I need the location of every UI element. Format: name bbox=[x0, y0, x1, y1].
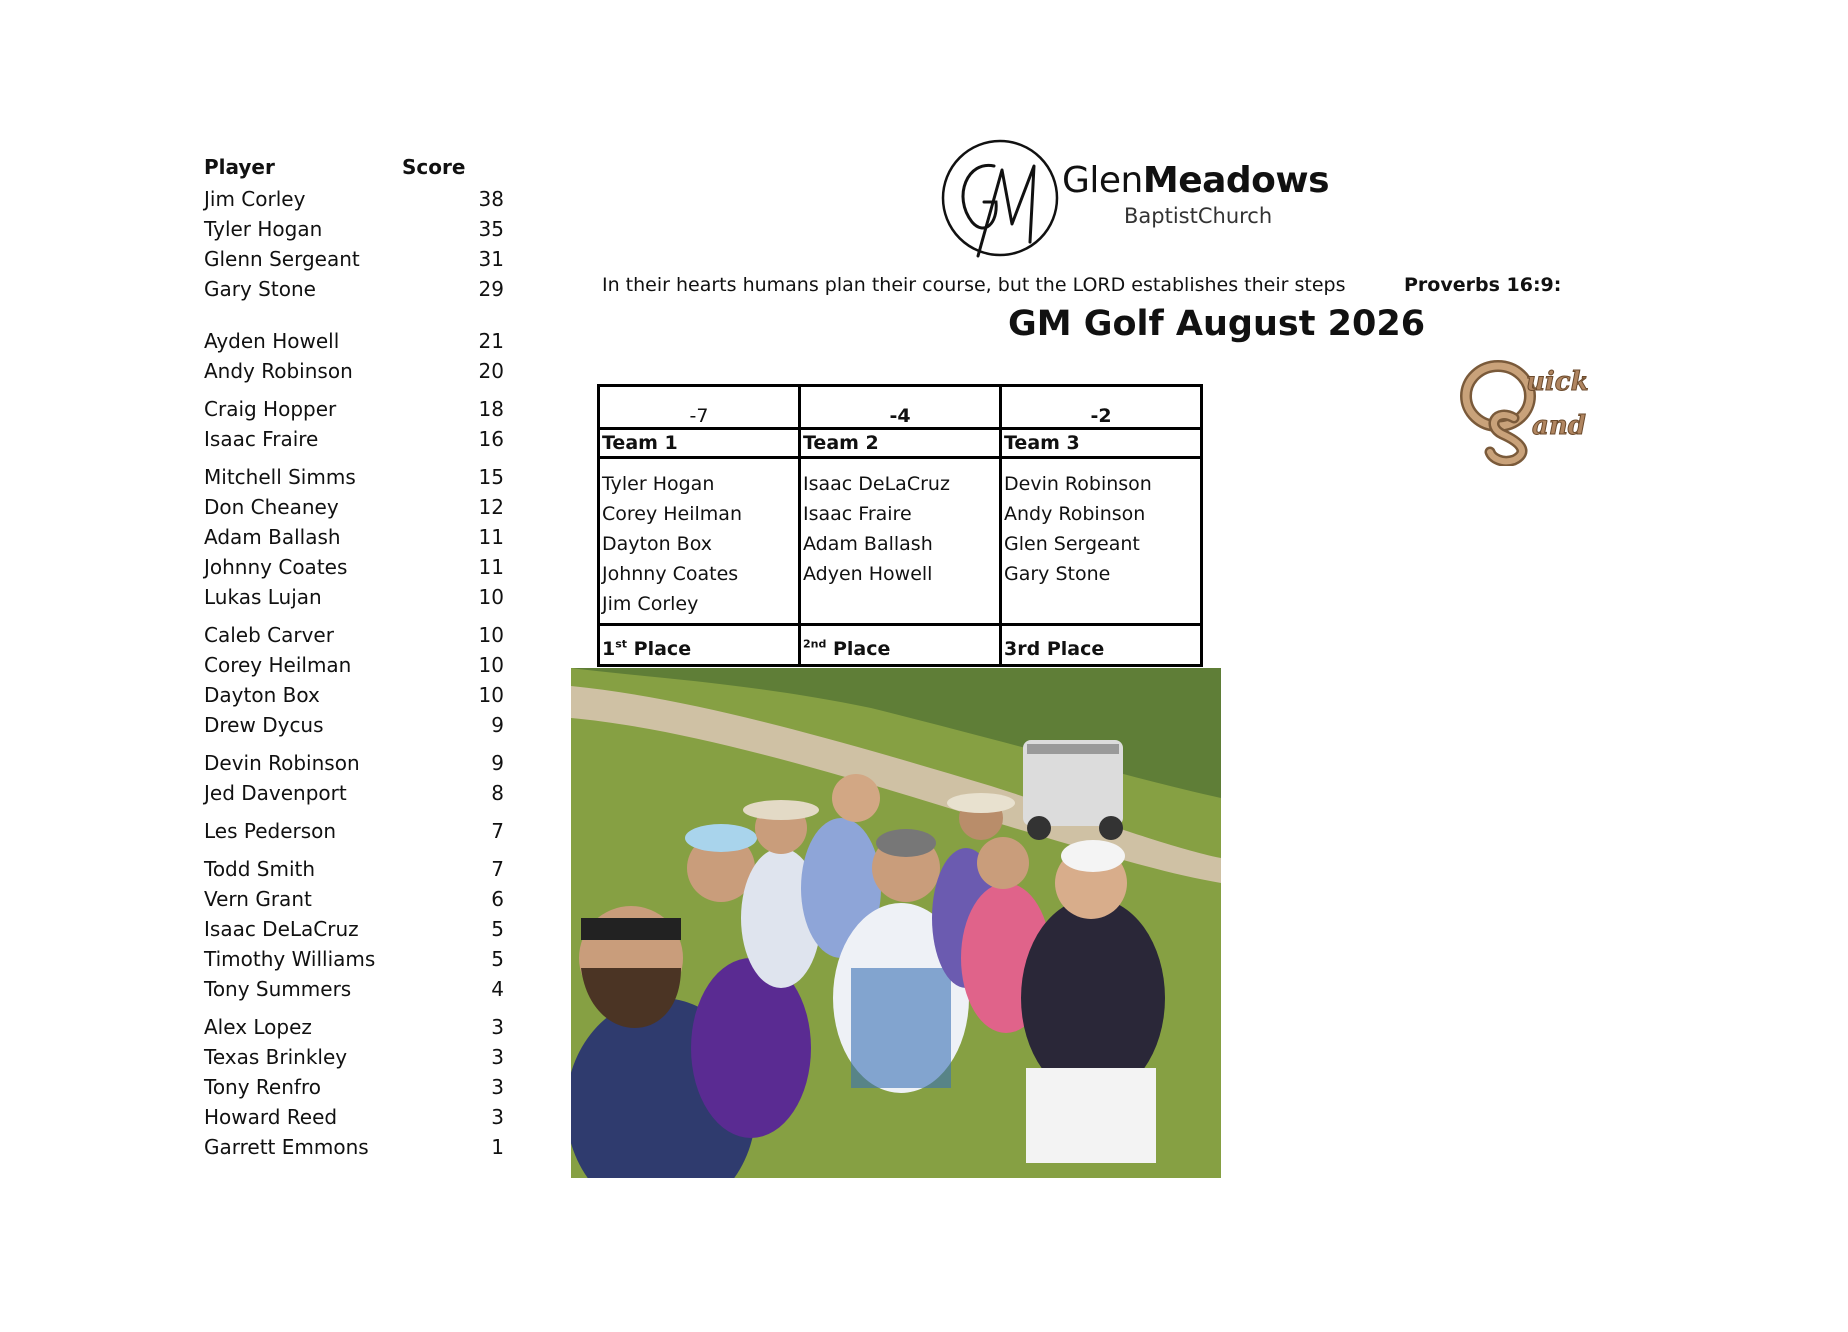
place-suffix: 2nd bbox=[803, 637, 827, 651]
player-name: Garrett Emmons bbox=[204, 1135, 369, 1159]
group-spacer bbox=[204, 808, 504, 816]
score-row bbox=[204, 184, 504, 214]
church-subtitle: BaptistChurch bbox=[1124, 204, 1273, 228]
player-name: Andy Robinson bbox=[204, 359, 353, 383]
score-row bbox=[204, 424, 504, 454]
player-name: Tony Renfro bbox=[204, 1075, 321, 1099]
church-name-glen: Glen bbox=[1062, 160, 1143, 201]
quick-sand-logo bbox=[1456, 356, 1596, 466]
team-1-name: Team 1 bbox=[599, 429, 800, 458]
player-score: 11 bbox=[478, 555, 504, 579]
score-row bbox=[204, 748, 504, 778]
place-word: Place bbox=[1046, 638, 1105, 660]
bible-verse: In their hearts humans plan their course, but the LORD establishes their steps bbox=[602, 274, 1346, 296]
group-spacer bbox=[204, 846, 504, 854]
event-title: GM Golf August 2026 bbox=[1008, 304, 1426, 344]
team-member: Devin Robinson bbox=[1004, 473, 1152, 495]
team-1-score: -7 bbox=[599, 386, 800, 429]
player-name: Todd Smith bbox=[204, 857, 316, 881]
score-row bbox=[204, 650, 504, 680]
player-name: Isaac DeLaCruz bbox=[204, 917, 359, 941]
player-score: 15 bbox=[478, 465, 504, 489]
player-name: Glenn Sergeant bbox=[204, 247, 360, 271]
team-member: Isaac Fraire bbox=[803, 503, 912, 525]
place-number: 3rd bbox=[1004, 638, 1041, 660]
player-score: 5 bbox=[491, 917, 504, 941]
team-member: Jim Corley bbox=[602, 593, 699, 615]
score-row bbox=[204, 1042, 504, 1072]
player-score: 5 bbox=[491, 947, 504, 971]
quick-sand-word-1: uick bbox=[1526, 367, 1589, 397]
player-name: Texas Brinkley bbox=[204, 1045, 348, 1069]
score-row bbox=[204, 1132, 504, 1162]
player-name: Timothy Williams bbox=[204, 947, 376, 971]
player-name: Lukas Lujan bbox=[204, 585, 322, 609]
player-name: Corey Heilman bbox=[204, 653, 352, 677]
score-row bbox=[204, 274, 504, 304]
player-score: 3 bbox=[491, 1105, 504, 1129]
player-name: Les Pederson bbox=[204, 819, 337, 843]
team-places-row bbox=[599, 625, 1202, 666]
score-row bbox=[204, 492, 504, 522]
player-name: Craig Hopper bbox=[204, 397, 337, 421]
church-name bbox=[1062, 160, 1329, 201]
place-suffix: st bbox=[615, 637, 628, 651]
player-name: Drew Dycus bbox=[204, 713, 324, 737]
player-name: Vern Grant bbox=[204, 887, 312, 911]
player-score: 7 bbox=[491, 857, 504, 881]
score-row bbox=[204, 462, 504, 492]
place-number: 1 bbox=[602, 638, 616, 660]
player-name: Jim Corley bbox=[204, 187, 306, 211]
team-2-members bbox=[800, 458, 1001, 625]
player-score: 16 bbox=[478, 427, 504, 451]
player-score: 6 bbox=[491, 887, 504, 911]
group-spacer bbox=[204, 612, 504, 620]
group-spacer bbox=[204, 304, 504, 326]
team-member: Johnny Coates bbox=[602, 563, 739, 585]
team-1-members bbox=[599, 458, 800, 625]
score-row bbox=[204, 854, 504, 884]
player-name: Adam Ballash bbox=[204, 525, 341, 549]
group-spacer bbox=[204, 386, 504, 394]
score-row bbox=[204, 914, 504, 944]
team-3-place bbox=[1001, 625, 1202, 666]
team-member: Dayton Box bbox=[602, 533, 712, 555]
team-scores-row bbox=[599, 386, 1202, 429]
score-row bbox=[204, 1012, 504, 1042]
score-row bbox=[204, 816, 504, 846]
player-score: 9 bbox=[491, 713, 504, 737]
score-column-header: Score bbox=[402, 155, 466, 179]
player-score: 11 bbox=[478, 525, 504, 549]
team-3-name: Team 3 bbox=[1001, 429, 1202, 458]
score-rows bbox=[204, 184, 504, 1162]
score-row bbox=[204, 974, 504, 1004]
gm-monogram-icon bbox=[938, 136, 1062, 260]
score-row bbox=[204, 552, 504, 582]
player-score: 20 bbox=[478, 359, 504, 383]
player-score-list bbox=[204, 152, 504, 1162]
player-name: Tyler Hogan bbox=[204, 217, 323, 241]
player-score: 10 bbox=[478, 623, 504, 647]
score-row bbox=[204, 582, 504, 612]
team-2-name: Team 2 bbox=[800, 429, 1001, 458]
team-names-row bbox=[599, 429, 1202, 458]
player-score: 21 bbox=[478, 329, 504, 353]
player-score: 31 bbox=[478, 247, 504, 271]
player-name: Devin Robinson bbox=[204, 751, 360, 775]
player-name: Johnny Coates bbox=[204, 555, 348, 579]
player-score: 10 bbox=[478, 683, 504, 707]
player-name: Caleb Carver bbox=[204, 623, 334, 647]
player-score: 1 bbox=[491, 1135, 504, 1159]
player-score: 10 bbox=[478, 585, 504, 609]
player-score: 7 bbox=[491, 819, 504, 843]
player-score: 3 bbox=[491, 1075, 504, 1099]
player-score: 10 bbox=[478, 653, 504, 677]
score-row bbox=[204, 1072, 504, 1102]
church-logo bbox=[938, 136, 1328, 261]
player-score: 8 bbox=[491, 781, 504, 805]
quick-sand-logo-icon bbox=[1456, 356, 1596, 466]
player-score: 35 bbox=[478, 217, 504, 241]
score-row bbox=[204, 214, 504, 244]
player-name: Alex Lopez bbox=[204, 1015, 312, 1039]
verse-reference: Proverbs 16:9: bbox=[1404, 274, 1562, 296]
team-2-score: -4 bbox=[800, 386, 1001, 429]
player-name: Isaac Fraire bbox=[204, 427, 319, 451]
team-member: Adyen Howell bbox=[803, 563, 933, 585]
score-row bbox=[204, 778, 504, 808]
player-score: 29 bbox=[478, 277, 504, 301]
team-members-row bbox=[599, 458, 1202, 625]
player-name: Don Cheaney bbox=[204, 495, 339, 519]
group-spacer bbox=[204, 1004, 504, 1012]
church-name-meadows: Meadows bbox=[1142, 160, 1330, 201]
player-name: Howard Reed bbox=[204, 1105, 338, 1129]
player-name: Mitchell Simms bbox=[204, 465, 356, 489]
team-member: Corey Heilman bbox=[602, 503, 742, 525]
team-member: Isaac DeLaCruz bbox=[803, 473, 950, 495]
team-3-score: -2 bbox=[1001, 386, 1202, 429]
score-row bbox=[204, 244, 504, 274]
score-row bbox=[204, 326, 504, 356]
golf-group-photo bbox=[571, 668, 1221, 1178]
player-score: 9 bbox=[491, 751, 504, 775]
quick-sand-word-2: and bbox=[1532, 411, 1586, 441]
player-column-header: Player bbox=[204, 155, 275, 179]
group-spacer bbox=[204, 740, 504, 748]
score-list-header bbox=[204, 152, 504, 184]
team-member: Glen Sergeant bbox=[1004, 533, 1140, 555]
team-member: Adam Ballash bbox=[803, 533, 933, 555]
team-member: Andy Robinson bbox=[1004, 503, 1146, 525]
score-row bbox=[204, 1102, 504, 1132]
score-row bbox=[204, 394, 504, 424]
score-row bbox=[204, 522, 504, 552]
score-row bbox=[204, 944, 504, 974]
player-score: 3 bbox=[491, 1015, 504, 1039]
place-word: Place bbox=[832, 638, 891, 660]
player-score: 3 bbox=[491, 1045, 504, 1069]
score-row bbox=[204, 710, 504, 740]
player-score: 12 bbox=[478, 495, 504, 519]
teams-table bbox=[597, 384, 1203, 667]
score-row bbox=[204, 620, 504, 650]
team-member: Tyler Hogan bbox=[602, 473, 715, 495]
team-1-place bbox=[599, 625, 800, 666]
player-name: Tony Summers bbox=[204, 977, 352, 1001]
player-name: Ayden Howell bbox=[204, 329, 340, 353]
player-name: Gary Stone bbox=[204, 277, 316, 301]
group-spacer bbox=[204, 454, 504, 462]
player-score: 38 bbox=[478, 187, 504, 211]
team-2-place bbox=[800, 625, 1001, 666]
player-score: 4 bbox=[491, 977, 504, 1001]
team-3-members bbox=[1001, 458, 1202, 625]
score-row bbox=[204, 884, 504, 914]
player-name: Dayton Box bbox=[204, 683, 320, 707]
score-row bbox=[204, 680, 504, 710]
score-row bbox=[204, 356, 504, 386]
player-name: Jed Davenport bbox=[204, 781, 347, 805]
player-score: 18 bbox=[478, 397, 504, 421]
place-word: Place bbox=[633, 638, 692, 660]
team-member: Gary Stone bbox=[1004, 563, 1111, 585]
golf-group-photo-image bbox=[571, 668, 1221, 1178]
